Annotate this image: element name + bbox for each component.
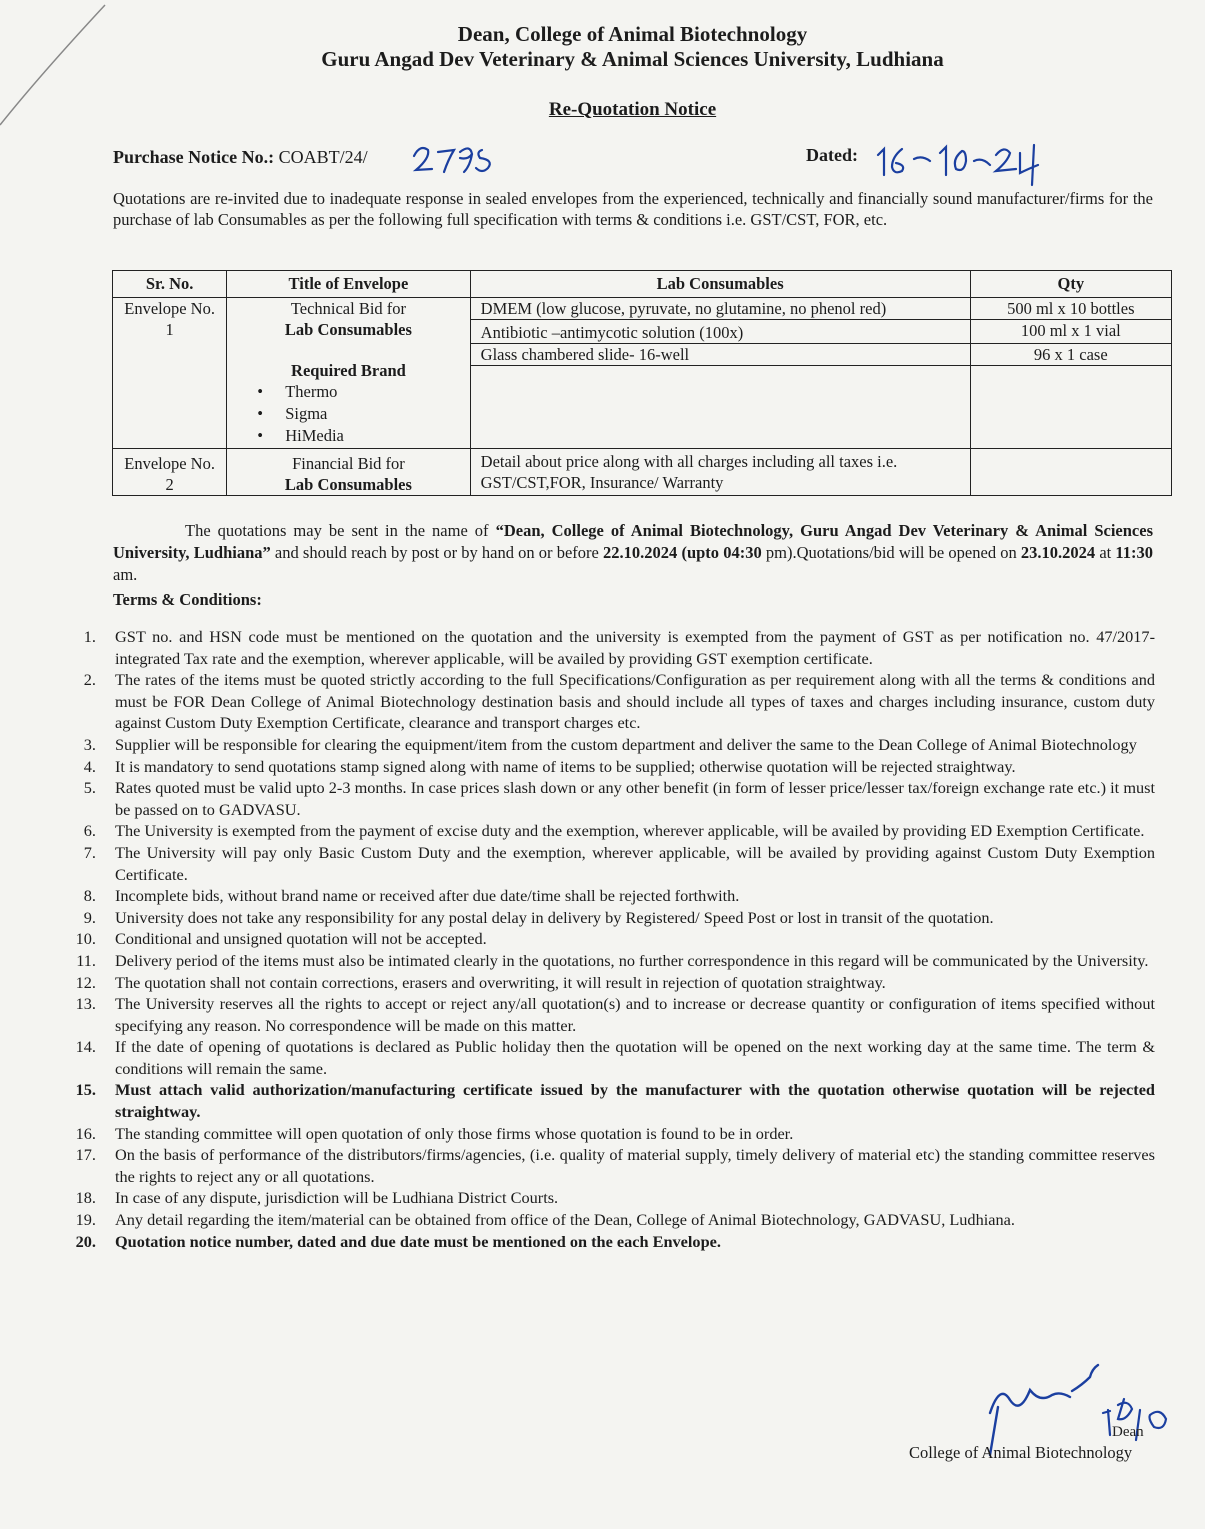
item-name: Antibiotic –antimycotic solution (100x) [470,320,970,344]
term-text: The quotation shall not contain corrections, erasers and overwriting, it will result in rejection of quotation straightway. [115,972,886,992]
term-text: It is mandatory to send quotations stamp signed along with name of items to be supplied; otherwise quotation will be rejected straightway. [115,756,1016,776]
purchase-notice-number [113,147,368,168]
term-text: If the date of opening of quotations is declared as Public holiday then the quotation will be opened on the next working day at the same time. The term & conditions will remain the same. [115,1037,1155,1078]
term-number: 12. [75,972,96,992]
specification-table [112,270,1172,496]
para-text-4: at [1095,543,1116,562]
term-number: 15. [75,1080,96,1100]
handwritten-date [870,135,1050,190]
table-header-row [113,271,1172,298]
list-item [60,1144,1155,1187]
list-item [60,842,1155,885]
opening-date: 23.10.2024 [1020,543,1096,562]
notice-title: Re-Quotation Notice [548,99,717,120]
term-number: 17. [75,1145,96,1165]
term-number: 1. [83,627,96,646]
submission-paragraph [113,520,1153,586]
list-item [60,669,1155,734]
para-text-5: am. [113,565,138,584]
term-number: 20. [75,1231,96,1251]
list-item [60,907,1155,929]
term-number: 14. [75,1037,96,1057]
term-number: 9. [83,907,96,927]
due-date: 22.10.2024 (upto 04:30 [603,543,762,562]
list-item [60,928,1155,950]
purchase-notice-label: Purchase Notice No.: [113,147,275,167]
envelope-1-title [227,298,470,449]
term-number: 13. [75,994,96,1014]
list-item [60,1123,1155,1145]
header-line-1: Dean, College of Animal Biotechnology [457,22,808,46]
addressee: “Dean, College of Animal Biotechnology, Guru Angad Dev Veterinary & Animal Sciences University, Ludhiana” [113,521,1153,562]
term-number: 10. [75,929,96,949]
term-number: 18. [75,1188,96,1208]
intro-paragraph: Quotations are re-invited due to inadequate response in sealed envelopes from the experienced, technically and financially sound manufacturer/firms for the purchase of lab Consumables as per the following full specification with terms & conditions i.e. GST/CST, FOR, etc. [113,189,1153,229]
envelope-1-title-line2: Lab Consumables [284,320,412,339]
list-item [60,885,1155,907]
term-text: GST no. and HSN code must be mentioned on the quotation and the university is exempted from the payment of GST as per notification no. 47/2017-integrated Tax rate and the exemption, wherever applicable, will be availed by providing GST exemption certificate. [115,627,1155,668]
term-text: The University is exempted from the payment of excise duty and the exemption, wherever applicable, will be availed by providing ED Exemption Certificate. [115,821,1145,841]
list-item [60,1209,1155,1231]
empty-cell [970,366,1171,449]
list-item [60,734,1155,756]
opening-time: 11:30 [1115,543,1153,562]
item-qty: 96 x 1 case [970,344,1171,366]
list-item [60,777,1155,820]
term-number: 2. [83,670,96,690]
envelope-2-title-line1: Financial Bid for [292,454,405,473]
list-item [60,756,1155,778]
brand-list [237,381,459,447]
term-text: Any detail regarding the item/material can be obtained from office of the Dean, College of Animal Biotechnology, GADVASU, Ludhiana. [115,1210,1015,1230]
header-line-2: Guru Angad Dev Veterinary & Animal Sciences University, Ludhiana [321,47,944,71]
term-number: 4. [83,756,96,776]
col-header-consumables: Lab Consumables [470,271,970,298]
table-row [113,449,1172,496]
col-header-sr-no: Sr. No. [113,271,227,298]
handwritten-notice-number [410,138,510,178]
term-number: 3. [83,734,96,754]
para-text-3: pm).Quotations/bid will be opened on [761,543,1021,562]
empty-cell [970,449,1171,496]
term-number: 5. [83,778,96,798]
term-text: Incomplete bids, without brand name or received after due date/time shall be rejected forthwith. [115,886,740,906]
term-number: 7. [83,842,96,862]
list-item [60,626,1155,669]
envelope-1-title-line1: Technical Bid for [290,299,407,318]
required-brand-title: Required Brand [291,361,406,380]
dated-label: Dated: [806,145,858,165]
term-number: 16. [75,1123,96,1143]
list-item [60,1187,1155,1209]
purchase-notice-prefix: COABT/24/ [278,147,368,167]
table-row [113,298,1172,320]
envelope-2-title-line2: Lab Consumables [284,475,412,494]
term-text: The standing committee will open quotation of only those firms whose quotation is found to be in order. [115,1123,794,1143]
envelope-2-title [227,449,470,496]
term-text: Conditional and unsigned quotation will not be accepted. [115,929,487,949]
list-item [60,1079,1155,1122]
terms-title: Terms & Conditions: [113,590,262,609]
terms-list [60,626,1155,1252]
list-item: • Sigma [237,403,459,425]
item-name: DMEM (low glucose, pyruvate, no glutamine, no phenol red) [470,298,970,320]
list-item: • HiMedia [237,425,459,447]
envelope-1-sr: Envelope No. 1 [113,298,227,449]
envelope-2-detail: Detail about price along with all charges including all taxes i.e. GST/CST,FOR, Insurance/ Warranty [470,449,970,496]
term-text: University does not take any responsibility for any postal delay in delivery by Registered/ Speed Post or lost in transit of the quotation. [115,907,994,927]
term-text: In case of any dispute, jurisdiction will be Ludhiana District Courts. [115,1188,559,1208]
envelope-2-sr: Envelope No. 2 [113,449,227,496]
term-text: Delivery period of the items must also be intimated clearly in the quotations, no further correspondence in this regard will be communicated by the University. [115,950,1149,970]
list-item: • Thermo [237,381,459,403]
item-qty: 500 ml x 10 bottles [970,298,1171,320]
list-item [60,993,1155,1036]
signature-label: College of Animal Biotechnology [909,1443,1133,1462]
term-number: 6. [83,821,96,841]
col-header-title: Title of Envelope [227,271,470,298]
term-text: Supplier will be responsible for clearing the equipment/item from the custom department and deliver the same to the Dean College of Animal Biotechnology [115,734,1137,754]
term-number: 11. [76,950,96,970]
para-text-1: The quotations may be sent in the name of [185,521,496,540]
list-item [60,1036,1155,1079]
term-text: On the basis of performance of the distributors/firms/agencies, (i.e. quality of material supply, timely delivery of material etc) the standing committee reserves the rights to reject any or all quotations. [115,1145,1155,1186]
item-qty: 100 ml x 1 vial [970,320,1171,344]
term-number: 19. [75,1210,96,1230]
list-item [60,1231,1155,1253]
term-text: Quotation notice number, dated and due date must be mentioned on the each Envelope. [115,1231,721,1251]
term-text: Must attach valid authorization/manufacturing certificate issued by the manufacturer with the quotation otherwise quotation will be rejected straightway. [115,1080,1155,1122]
item-name: Glass chambered slide- 16-well [470,344,970,366]
dean-label: Dean [1112,1424,1144,1440]
list-item [60,820,1155,842]
term-text: The rates of the items must be quoted strictly according to the full Specifications/Configuration as per requirement along with all the terms & conditions and must be FOR Dean College of Animal Biotechnology destination basis and should include all types of taxes and charges including insurance, custom duty against Custom Duty Exemption Certificate, clearance and transport charges etc. [115,670,1155,733]
col-header-qty: Qty [970,271,1171,298]
empty-cell [470,366,970,449]
list-item [60,950,1155,972]
para-text-2: and should reach by post or by hand on or before [270,543,604,562]
term-text: The University reserves all the rights to accept or reject any/all quotation(s) and to increase or decrease quantity or configuration of items specified without specifying any reason. No correspondence will be made on this matter. [115,994,1155,1035]
term-text: Rates quoted must be valid upto 2-3 months. In case prices slash down or any other benefit (in form of lesser price/lesser tax/foreign exchange rate etc.) it must be passed on to GADVASU. [115,778,1155,819]
list-item [60,972,1155,994]
term-number: 8. [83,886,96,906]
term-text: The University will pay only Basic Custom Duty and the exemption, wherever applicable, will be availed by providing against Custom Duty Exemption Certificate. [115,842,1155,884]
